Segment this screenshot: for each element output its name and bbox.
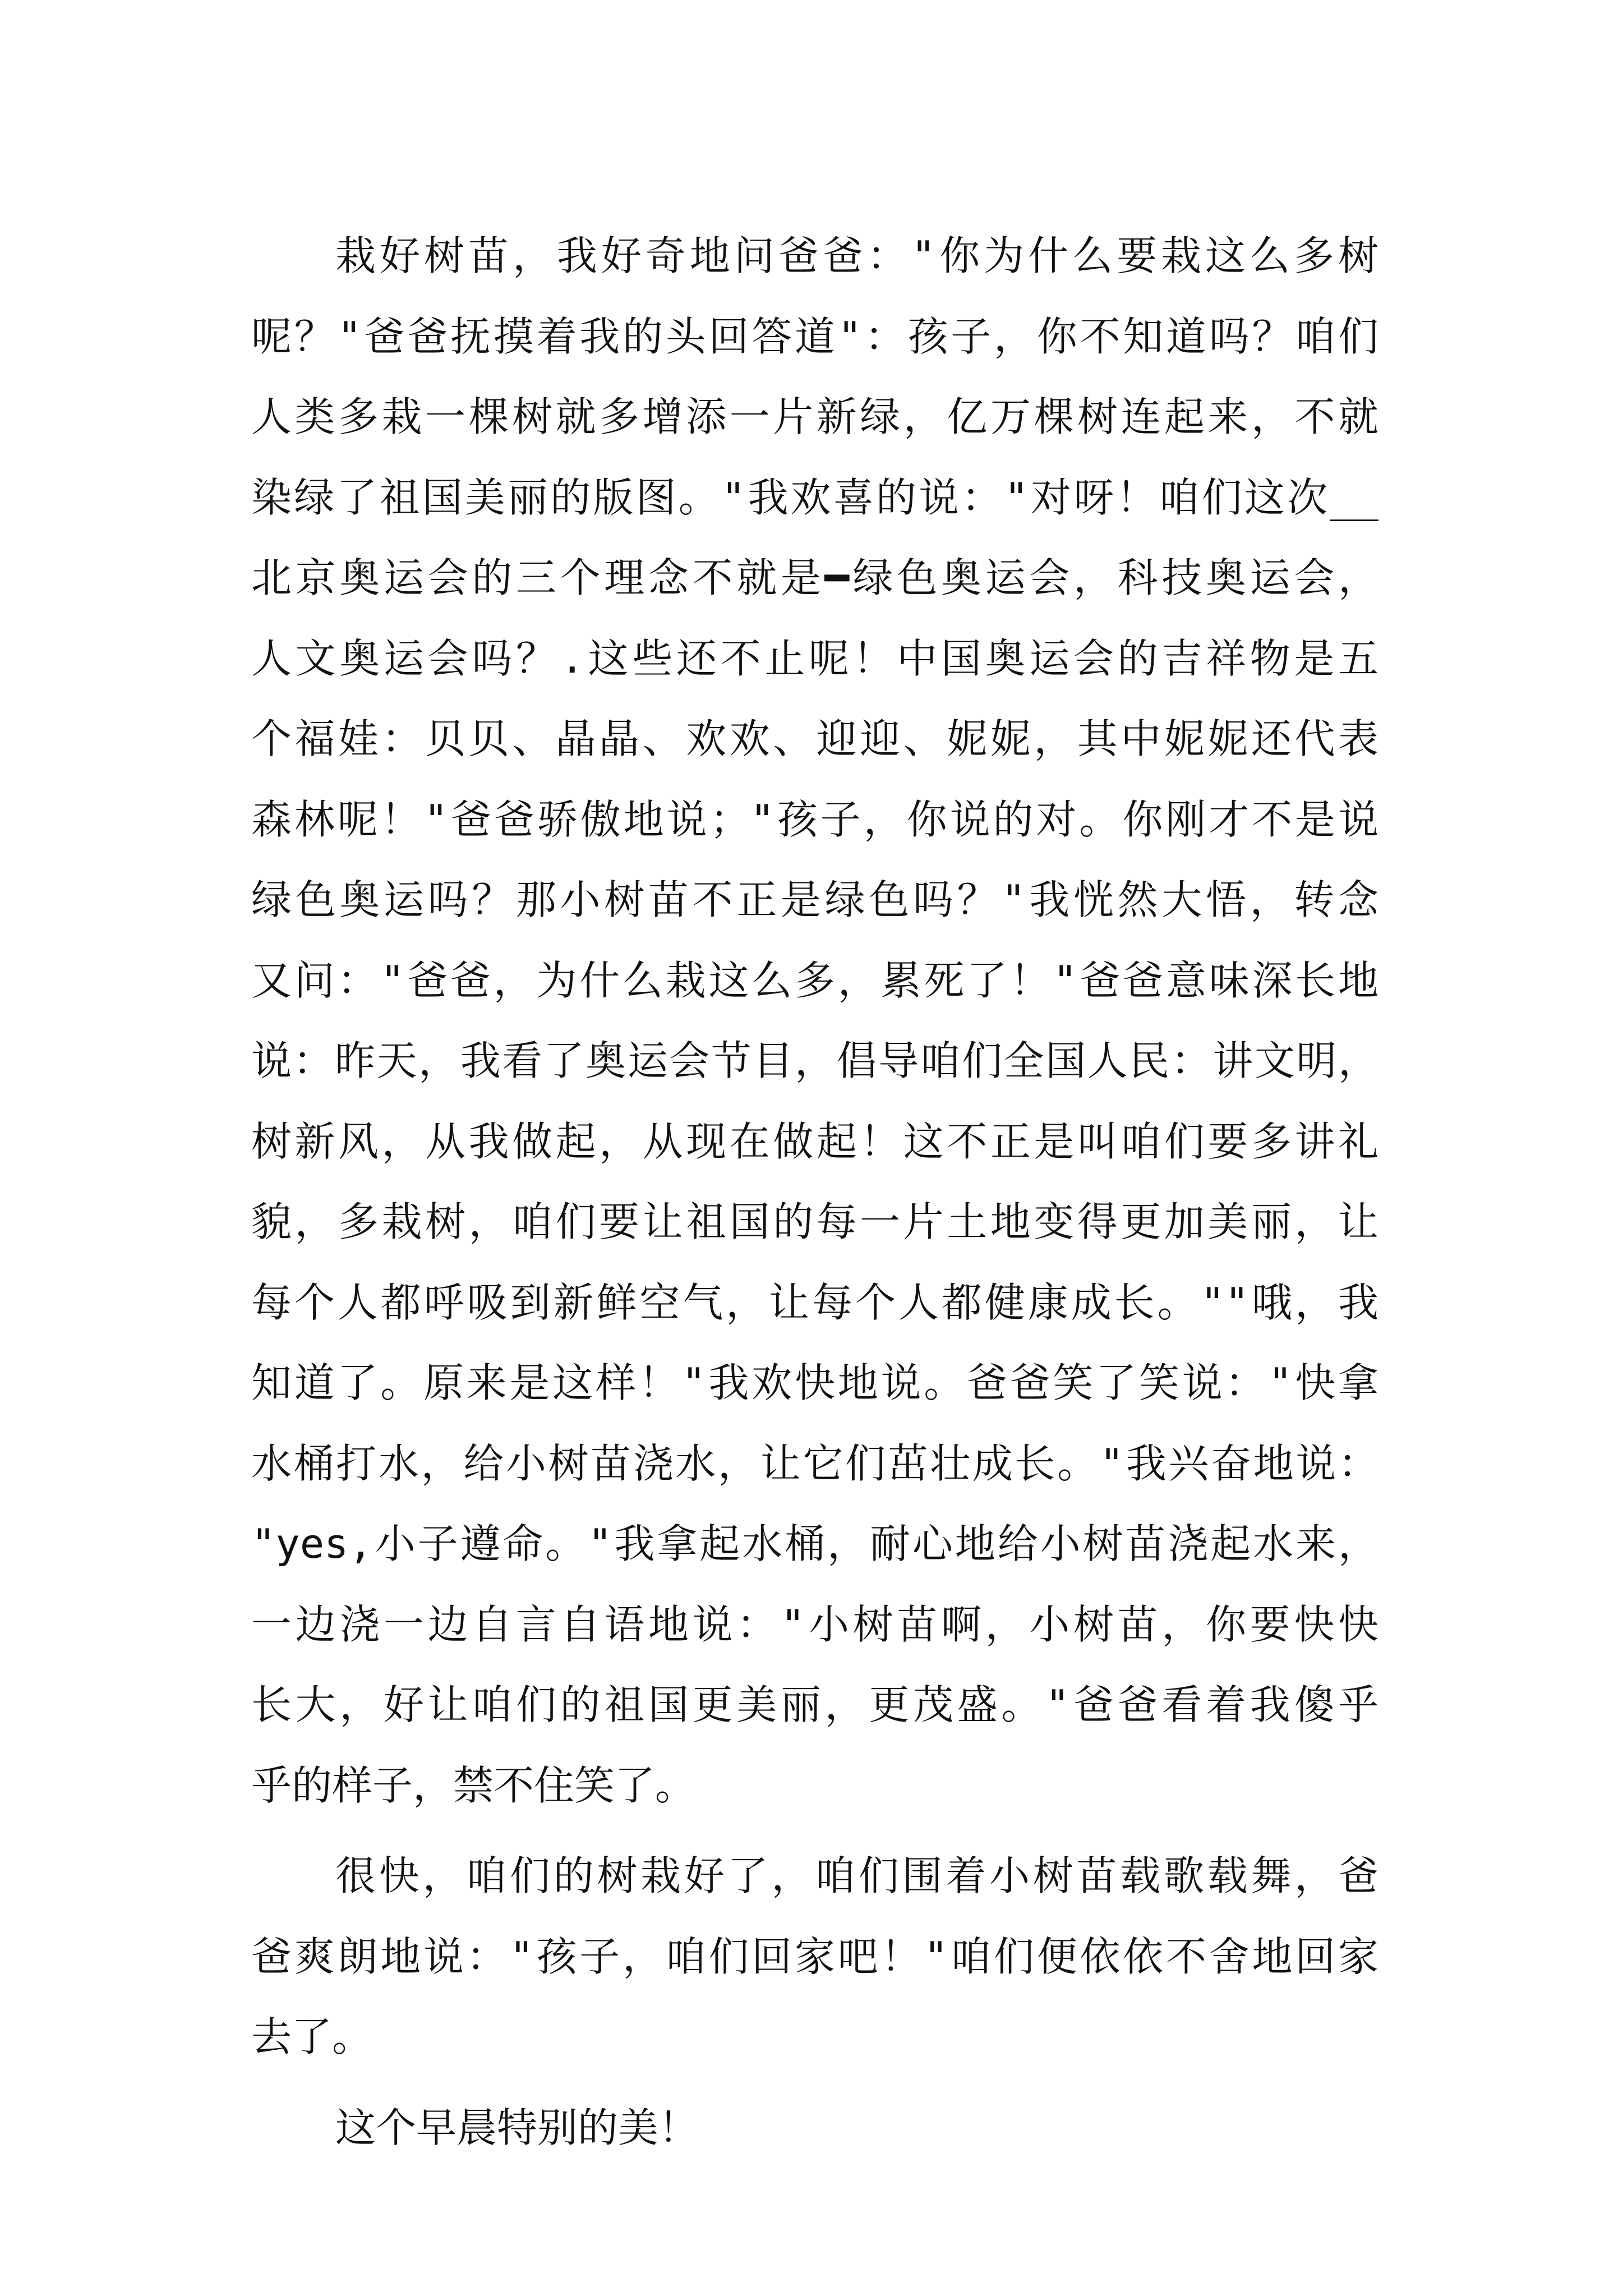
text-line: 长大，好让咱们的祖国更美丽，更茂盛。"爸爸看着我傻乎 <box>251 1681 1378 1728</box>
text-line: 绿色奥运吗？那小树苗不正是绿色吗？"我恍然大悟，转念 <box>251 876 1378 923</box>
paragraph-gap <box>251 1826 1378 1836</box>
text-line: 说：昨天，我看了奥运会节目，倡导咱们全国人民：讲文明， <box>251 1037 1378 1084</box>
text-line: 森林呢！"爸爸骄傲地说；"孩子，你说的对。你刚才不是说 <box>251 795 1378 843</box>
text-line: 每个人都呼吸到新鲜空气，让每个人都健康成长。""哦，我 <box>251 1278 1378 1326</box>
text-line: 染绿了祖国美丽的版图。"我欢喜的说："对呀！咱们这次__ <box>251 473 1378 521</box>
text-line: 人文奥运会吗？.这些还不止呢！中国奥运会的吉祥物是五 <box>251 634 1378 682</box>
text-line: 很快，咱们的树栽好了，咱们围着小树苗载歌载舞，爸 <box>335 1852 1378 1899</box>
text-line: 知道了。原来是这样！"我欢快地说。爸爸笑了笑说："快拿 <box>251 1359 1378 1406</box>
text-line: 树新风，从我做起，从现在做起！这不正是叫咱们要多讲礼 <box>251 1117 1378 1165</box>
paragraph-3 <box>251 2088 1378 2169</box>
text-line: "yes,小子遵命。"我拿起水桶，耐心地给小树苗浇起水来， <box>251 1520 1378 1567</box>
text-line: 一边浇一边自言自语地说："小树苗啊，小树苗，你要快快 <box>251 1600 1378 1648</box>
text-line: 乎的样子，禁不住笑了。 <box>251 1761 696 1809</box>
document-body <box>251 216 1378 2168</box>
text-line: 北京奥运会的三个理念不就是━绿色奥运会，科技奥运会， <box>251 554 1378 601</box>
paragraph-2 <box>251 1836 1378 2078</box>
text-line: 人类多栽一棵树就多增添一片新绿，亿万棵树连起来，不就 <box>251 393 1378 440</box>
text-line: 呢？"爸爸抚摸着我的头回答道"：孩子，你不知道吗？咱们 <box>251 312 1378 360</box>
text-line: 栽好树苗，我好奇地问爸爸："你为什么要栽这么多树 <box>335 232 1378 279</box>
text-line: 个福娃：贝贝、晶晶、欢欢、迎迎、妮妮，其中妮妮还代表 <box>251 715 1378 762</box>
paragraph-1 <box>251 216 1378 1826</box>
text-line: 水桶打水，给小树苗浇水，让它们茁壮成长。"我兴奋地说： <box>251 1439 1378 1487</box>
text-line: 貌，多栽树，咱们要让祖国的每一片土地变得更加美丽，让 <box>251 1198 1378 1245</box>
text-line: 又问："爸爸，为什么栽这么多，累死了！"爸爸意味深长地 <box>251 956 1378 1004</box>
text-line: 这个早晨特别的美！ <box>335 2104 699 2151</box>
text-line: 去了。 <box>251 2013 373 2060</box>
text-line: 爸爽朗地说："孩子，咱们回家吧！"咱们便依依不舍地回家 <box>251 1932 1378 1980</box>
paragraph-gap <box>251 2078 1378 2088</box>
